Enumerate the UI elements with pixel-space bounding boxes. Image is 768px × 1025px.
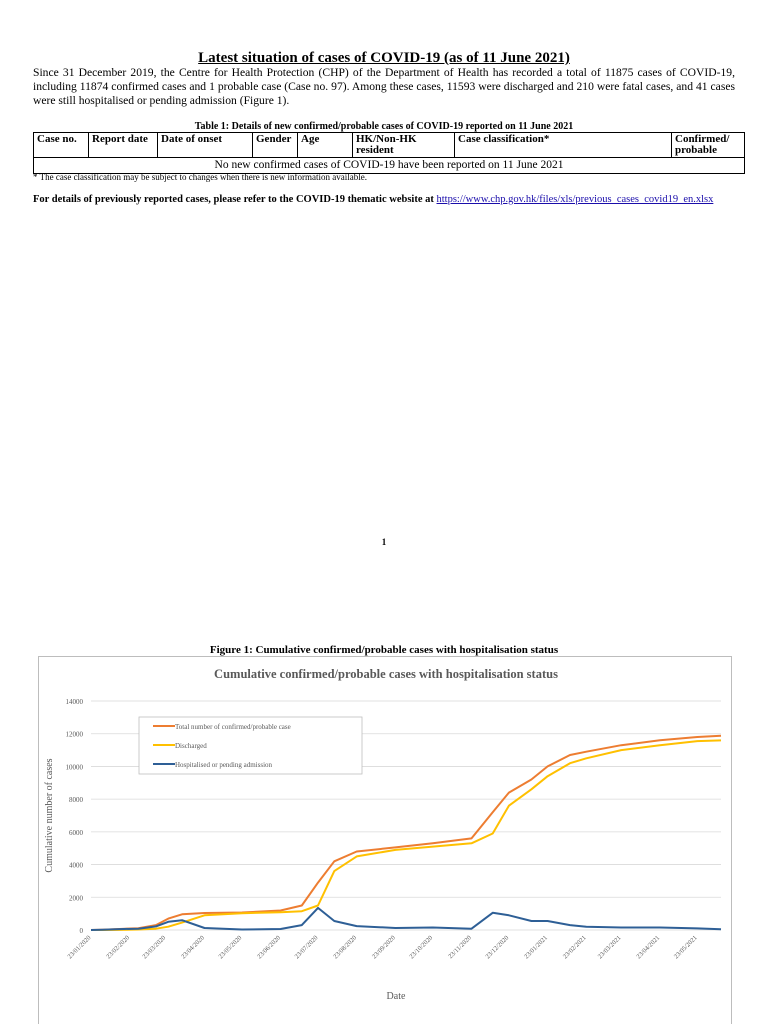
x-tick-label: 23/04/2021 bbox=[635, 934, 662, 961]
intro-paragraph: Since 31 December 2019, the Centre for Health Protection (CHP) of the Department of Health has recorded a total of 11875 cases of COVID-19, including 11874 confirmed cases and 1 probable case (Case no. 97). Among these cases, 11593 were discharged and 210 were fatal cases, and 41 cases were still hospitalised or pending admission (Figure 1). bbox=[33, 66, 735, 107]
table-caption: Table 1: Details of new confirmed/probable cases of COVID-19 reported on 11 June 2021 bbox=[194, 121, 574, 132]
x-tick-label: 23/05/2021 bbox=[672, 934, 699, 961]
chart-frame bbox=[38, 656, 732, 1024]
header-gender: Gender bbox=[253, 133, 298, 158]
y-tick-label: 8000 bbox=[69, 796, 83, 805]
x-tick-label: 23/06/2020 bbox=[256, 934, 283, 961]
x-tick-label: 23/01/2021 bbox=[523, 934, 550, 961]
legend-label: Discharged bbox=[175, 742, 207, 750]
y-tick-label: 10000 bbox=[65, 763, 83, 772]
x-tick-label: 23/09/2020 bbox=[370, 934, 397, 961]
details-text: For details of previously reported cases, please refer to the COVID-19 thematic website at bbox=[33, 194, 434, 205]
y-tick-label: 2000 bbox=[69, 894, 83, 903]
x-tick-label: 23/12/2020 bbox=[484, 934, 511, 961]
x-tick-label: 23/07/2020 bbox=[293, 934, 320, 961]
header-report-date: Report date bbox=[89, 133, 158, 158]
header-case-classification: Case classification* bbox=[455, 133, 672, 158]
x-tick-label: 23/01/2020 bbox=[66, 934, 93, 961]
figure-caption: Figure 1: Cumulative confirmed/probable cases with hospitalisation status bbox=[209, 644, 559, 656]
x-tick-label: 23/10/2020 bbox=[408, 934, 435, 961]
chart-title: Cumulative confirmed/probable cases with hospitalisation status bbox=[214, 667, 558, 681]
y-tick-label: 4000 bbox=[69, 861, 83, 870]
y-tick-label: 0 bbox=[79, 927, 83, 935]
cases-table bbox=[33, 132, 745, 174]
page-title: Latest situation of cases of COVID-19 (as of 11 June 2021) bbox=[198, 50, 570, 66]
empty-message: No new confirmed cases of COVID-19 have been reported on 11 June 2021 bbox=[34, 158, 745, 174]
y-tick-label: 14000 bbox=[65, 698, 83, 706]
x-tick-label: 23/02/2021 bbox=[561, 934, 588, 961]
footnote: * The case classification may be subject to changes when there is new information available. bbox=[33, 172, 367, 182]
cases-link[interactable]: https://www.chp.gov.hk/files/xls/previous_cases_covid19_en.xlsx bbox=[436, 194, 714, 205]
x-tick-label: 23/04/2020 bbox=[180, 934, 206, 961]
cumulative-cases-chart bbox=[39, 657, 733, 1025]
x-axis-label: Date bbox=[386, 991, 406, 1002]
series-line-2 bbox=[91, 908, 721, 930]
details-note bbox=[33, 194, 713, 205]
header-date-of-onset: Date of onset bbox=[158, 133, 253, 158]
x-tick-label: 23/03/2021 bbox=[596, 934, 623, 961]
x-tick-label: 23/02/2020 bbox=[105, 934, 132, 961]
table-header-row bbox=[34, 133, 745, 158]
header-confirmed-probable: Confirmed/ probable bbox=[672, 133, 745, 158]
y-axis-label: Cumulative number of cases bbox=[44, 758, 55, 873]
y-tick-label: 12000 bbox=[65, 730, 83, 739]
legend-label: Total number of confirmed/probable case bbox=[175, 723, 291, 731]
header-resident: HK/Non-HK resident bbox=[353, 133, 455, 158]
header-age: Age bbox=[298, 133, 353, 158]
x-tick-label: 23/08/2020 bbox=[332, 934, 359, 961]
x-tick-label: 23/11/2020 bbox=[447, 934, 473, 961]
legend-label: Hospitalised or pending admission bbox=[175, 761, 273, 769]
x-tick-label: 23/03/2020 bbox=[141, 934, 168, 961]
header-case-no: Case no. bbox=[34, 133, 89, 158]
page-number: 1 bbox=[381, 537, 387, 547]
y-tick-label: 6000 bbox=[69, 828, 83, 837]
x-tick-label: 23/05/2020 bbox=[217, 934, 244, 961]
